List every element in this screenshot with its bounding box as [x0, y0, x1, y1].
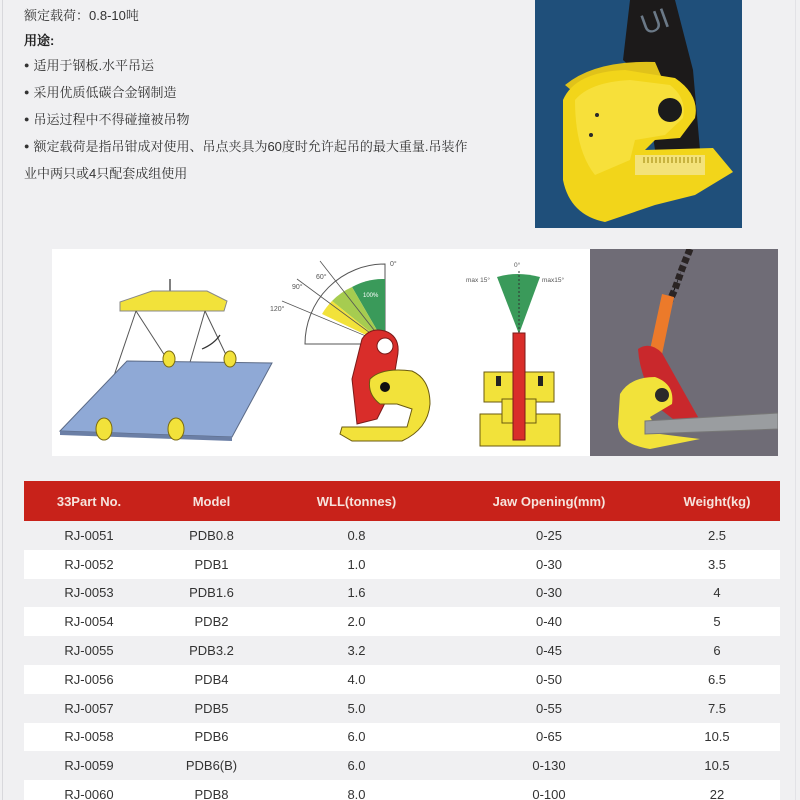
- table-row: [24, 694, 780, 723]
- page-border-right: [795, 0, 796, 800]
- usage-diagrams: [52, 249, 590, 456]
- cell-wll: 6.0: [269, 723, 444, 752]
- cell-part-no: RJ-0059: [24, 751, 154, 780]
- cell-part-no: RJ-0060: [24, 780, 154, 800]
- cell-model: PDB2: [154, 607, 269, 636]
- cell-weight: 22: [654, 780, 780, 800]
- cell-jaw-opening: 0-65: [444, 723, 654, 752]
- header-jaw-opening: Jaw Opening(mm): [444, 481, 654, 521]
- cell-model: PDB8: [154, 780, 269, 800]
- cell-part-no: RJ-0054: [24, 607, 154, 636]
- cell-weight: 10.5: [654, 751, 780, 780]
- svg-text:max 15°: max 15°: [466, 277, 490, 284]
- table-row: [24, 723, 780, 752]
- usage-bullet: ● 额定载荷是指吊钳成对使用、吊点夹具为60度时允许起吊的最大重量.吊装作: [24, 134, 524, 161]
- cell-model: PDB6(B): [154, 751, 269, 780]
- svg-text:0°: 0°: [514, 262, 521, 269]
- cell-part-no: RJ-0051: [24, 521, 154, 550]
- cell-jaw-opening: 0-130: [444, 751, 654, 780]
- header-part-no: 33Part No.: [24, 481, 154, 521]
- cell-model: PDB1: [154, 550, 269, 579]
- usage-diagrams-panel: [52, 249, 590, 456]
- cell-weight: 4: [654, 579, 780, 608]
- table-row: [24, 579, 780, 608]
- table-header-row: [24, 481, 780, 521]
- cell-weight: 2.5: [654, 521, 780, 550]
- cell-jaw-opening: 0-30: [444, 550, 654, 579]
- header-model: Model: [154, 481, 269, 521]
- cell-model: PDB3.2: [154, 636, 269, 665]
- cell-model: PDB5: [154, 694, 269, 723]
- clamp-lifting-photo: [590, 249, 778, 456]
- svg-text:120°: 120°: [270, 306, 285, 313]
- cell-wll: 5.0: [269, 694, 444, 723]
- cell-weight: 3.5: [654, 550, 780, 579]
- cell-part-no: RJ-0055: [24, 636, 154, 665]
- header-weight: Weight(kg): [654, 481, 780, 521]
- rated-load-label: 额定载荷：: [24, 8, 90, 23]
- usage-heading: 用途:: [24, 33, 55, 48]
- cell-weight: 6: [654, 636, 780, 665]
- svg-text:60°: 60°: [316, 274, 327, 281]
- svg-text:90°: 90°: [292, 284, 303, 291]
- table-row: [24, 665, 780, 694]
- product-spec-table: [24, 481, 780, 800]
- cell-model: PDB1.6: [154, 579, 269, 608]
- spec-text-block: [24, 3, 524, 186]
- cell-part-no: RJ-0057: [24, 694, 154, 723]
- watermark: UI: [636, 1, 674, 41]
- cell-jaw-opening: 0-55: [444, 694, 654, 723]
- svg-text:0°: 0°: [390, 261, 397, 268]
- cell-jaw-opening: 0-25: [444, 521, 654, 550]
- lifting-beam-diagram: [60, 279, 272, 441]
- cell-wll: 1.6: [269, 579, 444, 608]
- cell-weight: 5: [654, 607, 780, 636]
- cell-weight: 10.5: [654, 723, 780, 752]
- angle-fan-diagram: [270, 260, 430, 441]
- cell-wll: 3.2: [269, 636, 444, 665]
- usage-bullet: ● 采用优质低碳合金钢制造: [24, 80, 524, 107]
- cell-part-no: RJ-0053: [24, 579, 154, 608]
- product-photo-top: [535, 0, 742, 228]
- cell-weight: 7.5: [654, 694, 780, 723]
- cell-wll: 8.0: [269, 780, 444, 800]
- product-photo-bottom: [590, 249, 778, 456]
- clamp-photo-illustration: [535, 0, 742, 228]
- cell-model: PDB0.8: [154, 521, 269, 550]
- cell-jaw-opening: 0-50: [444, 665, 654, 694]
- usage-bullet: ● 吊运过程中不得碰撞被吊物: [24, 107, 524, 134]
- tilt-limit-diagram: [466, 261, 565, 446]
- header-wll: WLL(tonnes): [269, 481, 444, 521]
- cell-part-no: RJ-0058: [24, 723, 154, 752]
- table-row: [24, 550, 780, 579]
- cell-jaw-opening: 0-100: [444, 780, 654, 800]
- svg-text:max15°: max15°: [542, 277, 565, 284]
- table-row: [24, 607, 780, 636]
- cell-jaw-opening: 0-30: [444, 579, 654, 608]
- rated-load-line: [24, 3, 524, 28]
- cell-part-no: RJ-0056: [24, 665, 154, 694]
- table-row: [24, 751, 780, 780]
- cell-part-no: RJ-0052: [24, 550, 154, 579]
- usage-bullet: ● 适用于钢板.水平吊运: [24, 53, 524, 80]
- table-row: [24, 780, 780, 800]
- page-border-left: [2, 0, 3, 800]
- cell-wll: 2.0: [269, 607, 444, 636]
- cell-wll: 0.8: [269, 521, 444, 550]
- cell-wll: 1.0: [269, 550, 444, 579]
- cell-wll: 6.0: [269, 751, 444, 780]
- cell-wll: 4.0: [269, 665, 444, 694]
- cell-model: PDB4: [154, 665, 269, 694]
- svg-text:100%: 100%: [363, 293, 379, 299]
- cell-weight: 6.5: [654, 665, 780, 694]
- table-row: [24, 636, 780, 665]
- table-row: [24, 521, 780, 550]
- cell-jaw-opening: 0-40: [444, 607, 654, 636]
- usage-bullet-continuation: 业中两只或4只配套成组使用: [24, 166, 188, 181]
- cell-model: PDB6: [154, 723, 269, 752]
- rated-load-value: 0.8-10吨: [89, 8, 139, 23]
- cell-jaw-opening: 0-45: [444, 636, 654, 665]
